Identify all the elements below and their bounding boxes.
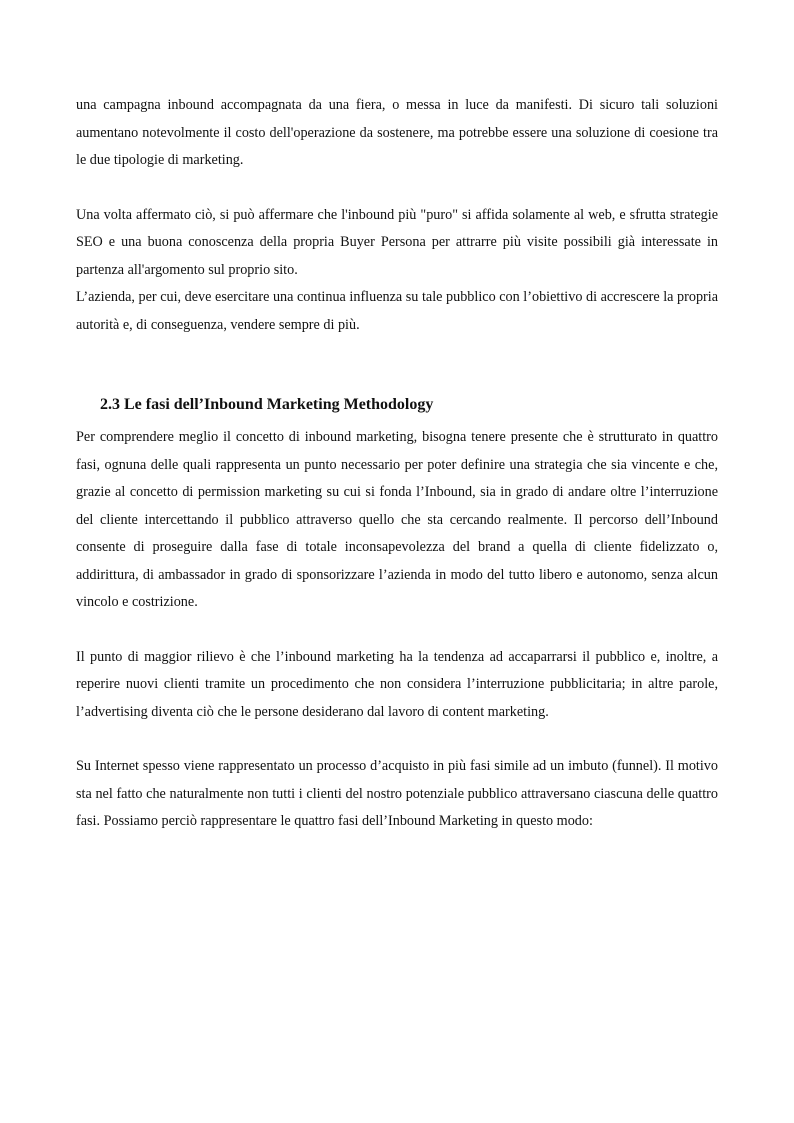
section-heading: 2.3 Le fasi dell’Inbound Marketing Methodology: [100, 396, 434, 413]
paragraph-funnel: Su Internet spesso viene rappresentato un processo d’acquisto in più fasi simile ad un imbuto (funnel). Il motivo sta nel fatto che naturalmente non tutti i clienti del nostro potenziale pubblico attraversano ciascuna delle quattro fasi. Possiamo perciò rappresentare le quattro fasi dell’Inbound Marketing in questo modo:: [76, 758, 718, 829]
document-page: [76, 92, 718, 836]
paragraph-inbound-web: Una volta affermato ciò, si può affermare che l'inbound più "puro" si affida solamente al web, e sfrutta strategie SEO e una buona conoscenza della propria Buyer Persona per attrarre più visite possibili già interessate in partenza all'argomento sul proprio sito.: [76, 206, 718, 278]
paragraph-azienda-influenza: L’azienda, per cui, deve esercitare una continua influenza su tale pubblico con l’obiettivo di accrescere la propria autorità e, di conseguenza, vendere sempre di più.: [76, 289, 718, 333]
paragraph-quattro-fasi: Per comprendere meglio il concetto di inbound marketing, bisogna tenere presente che è strutturato in quattro fasi, ognuna delle quali rappresenta un punto necessario per poter definire una strategia che sia vincente e che, grazie al concetto di permission marketing su cui si fonda l’Inbound, sia in grado di andare oltre l’interruzione del cliente intercettando il pubblico attraverso quello che sta cercando realmente. Il percorso dell’Inbound consente di proseguire dalla fase di totale inconsapevolezza del brand a quella di cliente fidelizzato o, addirittura, di ambassador in grado di sponsorizzare l’azienda in modo del tutto libero e autonomo, senza alcun vincolo e costrizione.: [76, 429, 718, 610]
paragraph-intro-continuation: una campagna inbound accompagnata da una fiera, o messa in luce da manifesti. Di sicuro tali soluzioni aumentano notevolmente il costo dell'operazione da sostenere, ma potrebbe essere una soluzione di coesione tra le due tipologie di marketing.: [76, 97, 718, 168]
paragraph-punto-rilievo: Il punto di maggior rilievo è che l’inbound marketing ha la tendenza ad accaparrarsi il pubblico e, inoltre, a reperire nuovi clienti tramite un procedimento che non considera l’interruzione pubblicitaria; in altre parole, l’advertising diventa ciò che le persone desiderano dal lavoro di content marketing.: [76, 648, 718, 720]
